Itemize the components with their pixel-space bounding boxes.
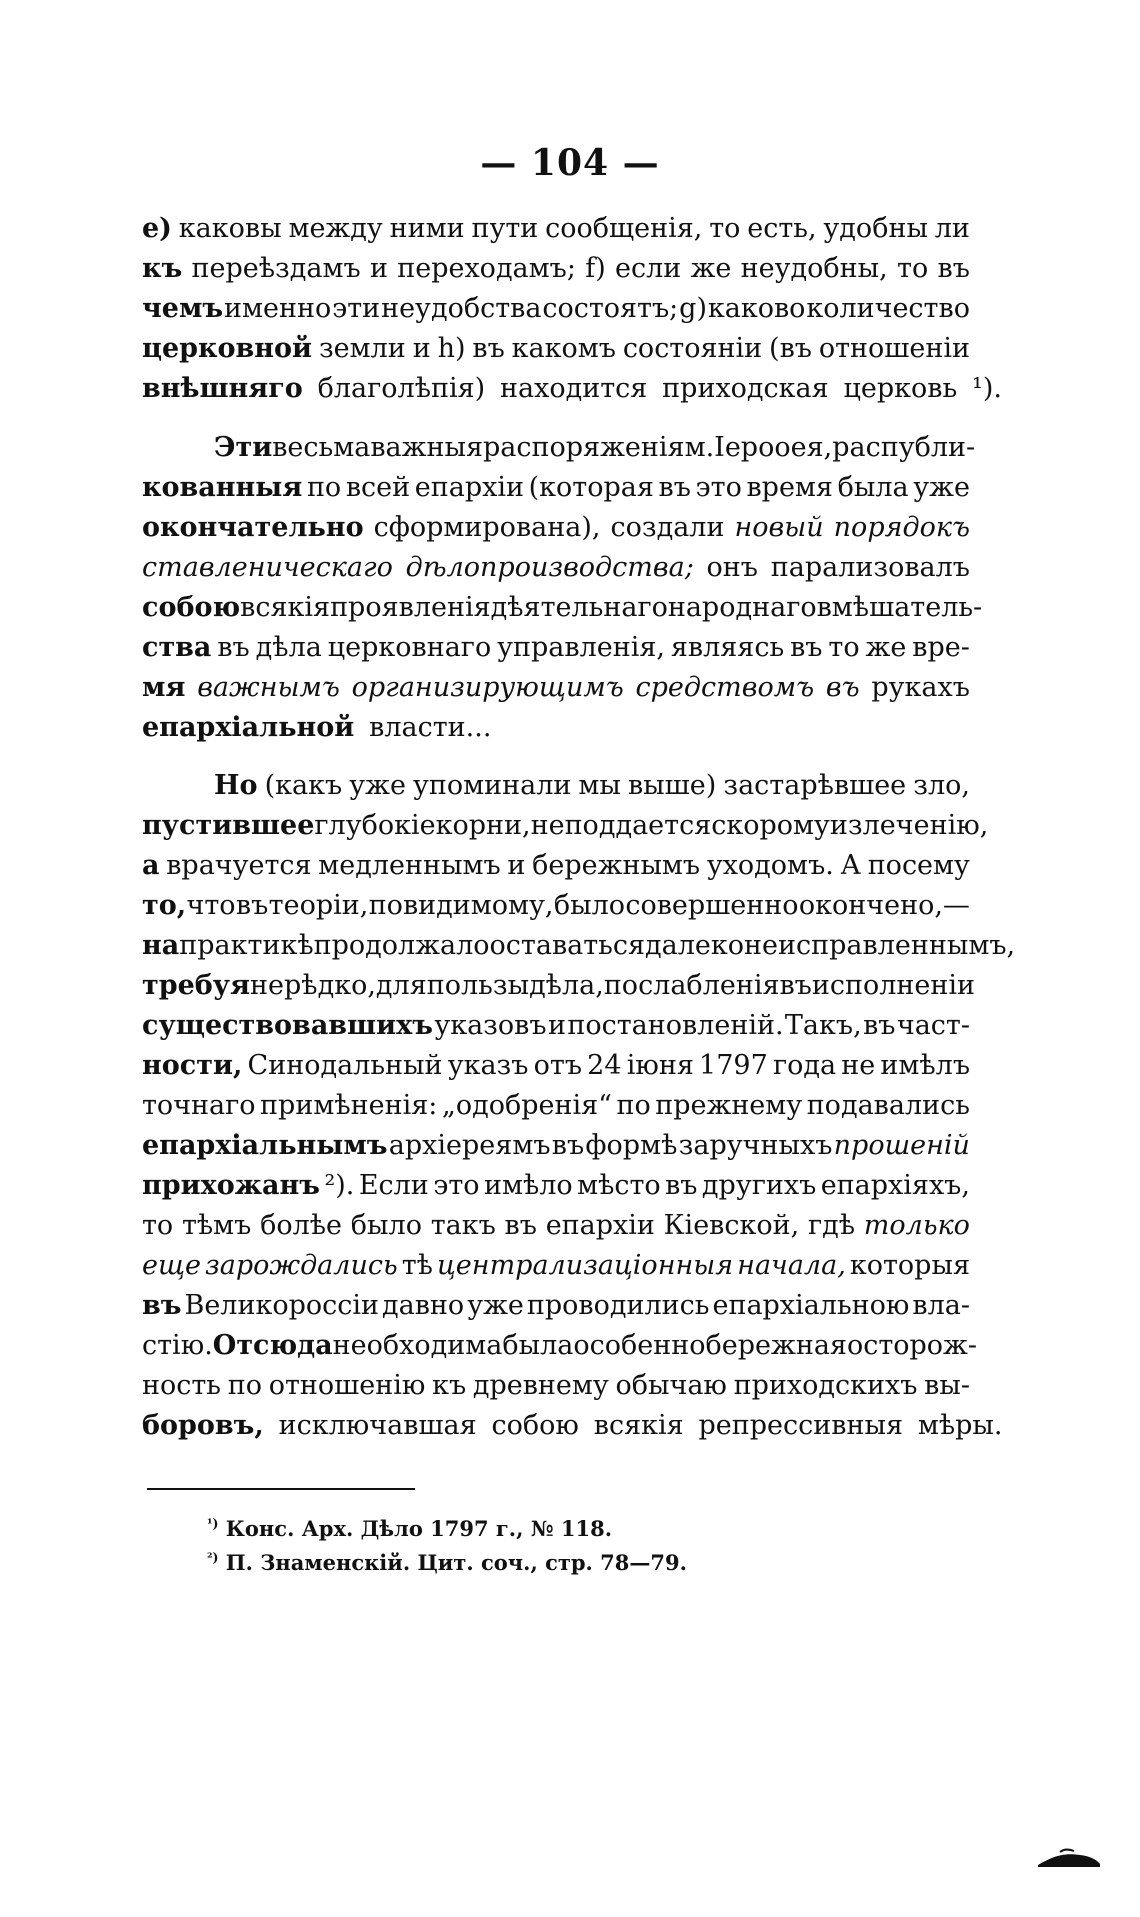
text-line	[142, 966, 975, 1006]
word: по	[616, 1090, 651, 1121]
word: сообщенія,	[545, 213, 703, 244]
word: застарѣвшее	[723, 770, 907, 801]
word: въ	[504, 1210, 537, 1241]
text-line	[142, 289, 970, 329]
word: не	[841, 1050, 876, 1081]
word: бережнымъ	[532, 850, 701, 881]
text-line	[142, 806, 989, 846]
word: Если	[358, 1170, 429, 1201]
word: уже	[913, 472, 970, 503]
page-number: — 104 —	[480, 142, 660, 184]
text-line	[142, 886, 970, 926]
word: всякія	[593, 1410, 684, 1441]
word: являясь	[670, 632, 785, 663]
word: именно	[224, 293, 332, 324]
word: всякія	[240, 592, 331, 623]
text-line	[142, 1166, 970, 1206]
word: исполненіи	[811, 970, 975, 1001]
text-line	[142, 846, 970, 886]
word: уходомъ.	[706, 850, 834, 881]
word: въ	[217, 632, 250, 663]
word: мѣсто	[577, 1170, 661, 1201]
word: это	[433, 1170, 480, 1201]
text-line	[142, 668, 970, 708]
word: 1797	[699, 1050, 768, 1081]
word: церковь	[843, 373, 958, 404]
word: Отсюда	[212, 1330, 333, 1361]
word: сформирована),	[373, 512, 601, 543]
word: отношеніи	[818, 333, 970, 364]
footnote-text: Конс. Арх. Дѣло 1797 г., № 118.	[225, 1516, 613, 1541]
text-line	[142, 1366, 970, 1406]
word: излеченію,	[829, 810, 989, 841]
word: распубли-	[832, 432, 976, 463]
word: повидимому,	[368, 890, 554, 921]
word: количество	[806, 293, 970, 324]
word: не	[530, 810, 565, 841]
word: въ	[472, 333, 505, 364]
word: f)	[585, 253, 606, 284]
word: скорому	[711, 810, 830, 841]
word: собою	[491, 1410, 579, 1441]
word: нерѣдко,	[250, 970, 376, 1001]
text-line	[142, 926, 1016, 966]
word: давно	[382, 1290, 465, 1321]
word: точнаго	[142, 1090, 256, 1121]
word: теоріи,	[268, 890, 369, 921]
word: есть,	[747, 213, 817, 244]
word: въ	[665, 1170, 698, 1201]
word: и	[547, 1010, 566, 1041]
word: тѣ	[401, 1250, 433, 1281]
word: епархіи	[545, 1210, 655, 1241]
word: Кіевской,	[663, 1210, 800, 1241]
word: врачуется	[166, 850, 312, 881]
word: еще	[142, 1250, 201, 1281]
word: то	[709, 213, 741, 244]
word: исправленнымъ,	[778, 930, 1016, 961]
word: требуя	[142, 970, 251, 1001]
word: онъ	[706, 552, 758, 583]
word: управленія,	[497, 632, 665, 663]
word: древнему	[472, 1370, 609, 1401]
word: имѣло	[483, 1170, 573, 1201]
word: пользы	[426, 970, 530, 1001]
word: удобны	[823, 213, 928, 244]
word: то	[142, 1210, 174, 1241]
word: вмѣшатель-	[816, 592, 983, 623]
word: (въ	[769, 333, 812, 364]
word: пути	[471, 213, 539, 244]
word: мя	[142, 672, 186, 703]
word: въ	[779, 970, 812, 1001]
text-line	[142, 428, 976, 468]
word: между	[288, 213, 383, 244]
word: собою	[142, 592, 241, 623]
word: имѣлъ	[880, 1050, 970, 1081]
word: тѣмъ	[181, 1210, 252, 1241]
text-line	[142, 1086, 970, 1126]
word: вы-	[924, 1370, 970, 1401]
word: дѣла	[255, 632, 322, 663]
word: приходская	[662, 373, 829, 404]
text-line	[142, 628, 970, 668]
word: каково	[707, 293, 806, 324]
word: по	[306, 472, 342, 503]
word: весьма	[272, 432, 371, 463]
word: 24	[587, 1050, 622, 1081]
word: осторож-	[846, 1330, 978, 1361]
word: епархіяхъ,	[820, 1170, 970, 1201]
word: порядокъ	[833, 512, 970, 543]
word: то,	[142, 890, 187, 921]
word: церковной	[142, 333, 313, 364]
text-line	[142, 249, 970, 289]
footnote-text: П. Знаменскій. Цит. соч., стр. 78—79.	[225, 1550, 687, 1575]
word: окончено,—	[798, 890, 970, 921]
word: и	[507, 850, 526, 881]
word: далеко	[645, 930, 745, 961]
text-line	[142, 209, 970, 249]
text-line	[142, 548, 970, 588]
word: пустившее	[142, 810, 315, 841]
word: въ	[142, 1290, 182, 1321]
word: послабленія	[603, 970, 780, 1001]
word: уже	[349, 770, 406, 801]
word: неудобства	[381, 293, 542, 324]
word: какомъ	[511, 333, 616, 364]
word: къ	[142, 253, 183, 284]
word: ними	[389, 213, 465, 244]
word: h)	[437, 333, 466, 364]
word: время	[746, 472, 833, 503]
word: была	[837, 472, 909, 503]
word: создали	[610, 512, 725, 543]
word: неудобны,	[740, 253, 888, 284]
word: эти	[332, 293, 381, 324]
word: уже	[467, 1290, 524, 1321]
word: по	[227, 1370, 262, 1401]
word: въ	[235, 890, 269, 921]
word: ность	[142, 1370, 222, 1401]
text-line	[142, 369, 1002, 409]
word: част-	[896, 1010, 970, 1041]
word: каковы	[178, 213, 282, 244]
footnote-2	[207, 1546, 687, 1580]
text-line	[142, 708, 970, 748]
word: боровъ,	[142, 1410, 264, 1441]
word: ¹).	[972, 373, 1002, 404]
footnote-separator	[147, 1488, 415, 1490]
word: важнымъ	[197, 672, 340, 703]
word: А	[840, 850, 861, 881]
word: отношенію	[268, 1370, 426, 1401]
word: благолѣпія)	[317, 373, 486, 404]
text-line	[142, 1326, 978, 1366]
word: практикѣ	[179, 930, 314, 961]
word: только	[863, 1210, 970, 1241]
word: заручныхъ	[678, 1130, 833, 1161]
word: м.	[684, 432, 715, 463]
word: Но	[214, 770, 258, 801]
word: мѣры.	[917, 1410, 1003, 1441]
word: то	[897, 253, 929, 284]
text-line	[142, 588, 983, 628]
word: въ	[825, 672, 860, 703]
word: централизаціонныя	[436, 1250, 734, 1281]
paragraph-1	[142, 209, 1002, 409]
text-line	[142, 329, 970, 369]
word: ²).	[324, 1170, 355, 1201]
word: ства	[142, 632, 212, 663]
word: церковнаго	[327, 632, 492, 663]
word: прошеній	[833, 1130, 970, 1161]
word: вла-	[912, 1290, 970, 1321]
word: въ	[790, 632, 823, 663]
word: репрессивныя	[698, 1410, 903, 1441]
text-line	[142, 508, 970, 548]
word: прихожанъ	[142, 1170, 321, 1201]
word: Такъ,	[784, 1010, 862, 1041]
word: переходамъ;	[397, 253, 576, 284]
word: а	[142, 850, 160, 881]
word: (какъ	[264, 770, 343, 801]
footnote-marker: ²)	[207, 1550, 219, 1565]
word: епархіальною	[712, 1290, 910, 1321]
word: (которая	[528, 472, 654, 503]
text-line	[142, 1126, 970, 1166]
word: необходима	[332, 1330, 503, 1361]
word: вре-	[912, 632, 970, 663]
word: дѣла,	[529, 970, 604, 1001]
word: дѣлопроизводства;	[405, 552, 694, 583]
word: особенно	[573, 1330, 706, 1361]
word: епархіальнымъ	[142, 1130, 388, 1161]
word: упоминали	[412, 770, 572, 801]
word: если	[615, 253, 682, 284]
text-line	[142, 1046, 970, 1086]
word: ли	[934, 213, 970, 244]
footnote-1	[207, 1512, 687, 1546]
word: что	[186, 890, 236, 921]
word: проводились	[526, 1290, 710, 1321]
word: болѣе	[260, 1210, 343, 1241]
word: глубокіе	[314, 810, 436, 841]
word: такъ	[430, 1210, 496, 1241]
word: приходскихъ	[733, 1370, 918, 1401]
word: которыя	[849, 1250, 970, 1281]
word: кованныя	[142, 472, 303, 503]
word: постановленій.	[567, 1010, 784, 1041]
word: и	[412, 333, 431, 364]
word: находится	[500, 373, 648, 404]
word: медленнымъ	[318, 850, 501, 881]
word: распоряженія	[483, 432, 685, 463]
paragraph-3	[142, 766, 1016, 1446]
text-line	[142, 1006, 970, 1046]
word: начала,	[737, 1250, 846, 1281]
word: всей	[345, 472, 411, 503]
word: въ	[863, 1010, 896, 1041]
word: поддается	[564, 810, 712, 841]
word: организирующимъ	[351, 672, 624, 703]
word: мы	[578, 770, 621, 801]
word: Великороссіи	[184, 1290, 379, 1321]
word: Синодальный	[247, 1050, 443, 1081]
word: проявленія	[330, 592, 491, 623]
word: было	[350, 1210, 422, 1241]
word: на	[142, 930, 180, 961]
word: не	[744, 930, 779, 961]
word: въ	[551, 1130, 585, 1161]
word: архіереямъ	[388, 1130, 551, 1161]
word: переѣздамъ	[191, 253, 361, 284]
word: Іерооея,	[714, 432, 833, 463]
word: оставаться	[489, 930, 646, 961]
word: совершенно	[625, 890, 799, 921]
word: власти...	[369, 712, 492, 743]
word: прежнему	[655, 1090, 803, 1121]
word: ставленическаго	[142, 552, 393, 583]
word: іюня	[626, 1050, 694, 1081]
word: гдѣ	[807, 1210, 856, 1241]
footnotes	[207, 1512, 687, 1580]
word: важныя	[370, 432, 483, 463]
word: земли	[318, 333, 406, 364]
word: бережная	[705, 1330, 847, 1361]
word: другихъ	[701, 1170, 817, 1201]
printer-ornament-icon	[1036, 1846, 1102, 1868]
word: ности,	[142, 1050, 243, 1081]
word: было	[553, 890, 625, 921]
word: же	[865, 632, 907, 663]
word: народнаго	[667, 592, 817, 623]
word: состояніи	[622, 333, 763, 364]
word: зло,	[913, 770, 970, 801]
word: и	[369, 253, 388, 284]
word: дѣятельнаго	[490, 592, 668, 623]
word: обычаю	[615, 1370, 727, 1401]
word: е)	[142, 213, 172, 244]
word: окончательно	[142, 512, 364, 543]
word: примѣненія:	[260, 1090, 438, 1121]
word: формѣ	[585, 1130, 678, 1161]
word: „одобренія“	[441, 1090, 612, 1121]
word: зарождались	[205, 1250, 398, 1281]
word: для	[375, 970, 427, 1001]
word: новый	[734, 512, 824, 543]
word: въ	[937, 253, 970, 284]
word: же	[690, 253, 732, 284]
word: посему	[867, 850, 970, 881]
word: то	[828, 632, 860, 663]
text-line	[142, 1206, 970, 1246]
word: епархіи	[414, 472, 524, 503]
word: внѣшняго	[142, 373, 303, 404]
word: выше)	[627, 770, 717, 801]
word: парализовалъ	[770, 552, 970, 583]
word: это	[695, 472, 742, 503]
word: была	[502, 1330, 574, 1361]
text-line	[142, 1406, 1003, 1446]
word: подавались	[806, 1090, 970, 1121]
word: исключавшая	[278, 1410, 477, 1441]
text-line	[142, 1286, 970, 1326]
word: года	[772, 1050, 837, 1081]
paragraph-2	[142, 428, 983, 748]
word: Эти	[214, 432, 273, 463]
word: рукахъ	[871, 672, 970, 703]
word: состоятъ;	[542, 293, 679, 324]
word: стію.	[142, 1330, 213, 1361]
text-line	[142, 468, 970, 508]
text-line	[142, 766, 970, 806]
text-line	[142, 1246, 970, 1286]
word: корни,	[435, 810, 531, 841]
word: существовавшихъ	[142, 1010, 433, 1041]
word: чемъ	[142, 293, 224, 324]
word: епархіальной	[142, 712, 355, 743]
word: указовъ	[434, 1010, 547, 1041]
word: g)	[679, 293, 707, 324]
word: средствомъ	[635, 672, 815, 703]
word: указъ	[447, 1050, 529, 1081]
word: въ	[658, 472, 691, 503]
word: продолжало	[313, 930, 490, 961]
word: къ	[432, 1370, 467, 1401]
footnote-marker: ¹)	[207, 1516, 219, 1531]
word: отъ	[533, 1050, 582, 1081]
